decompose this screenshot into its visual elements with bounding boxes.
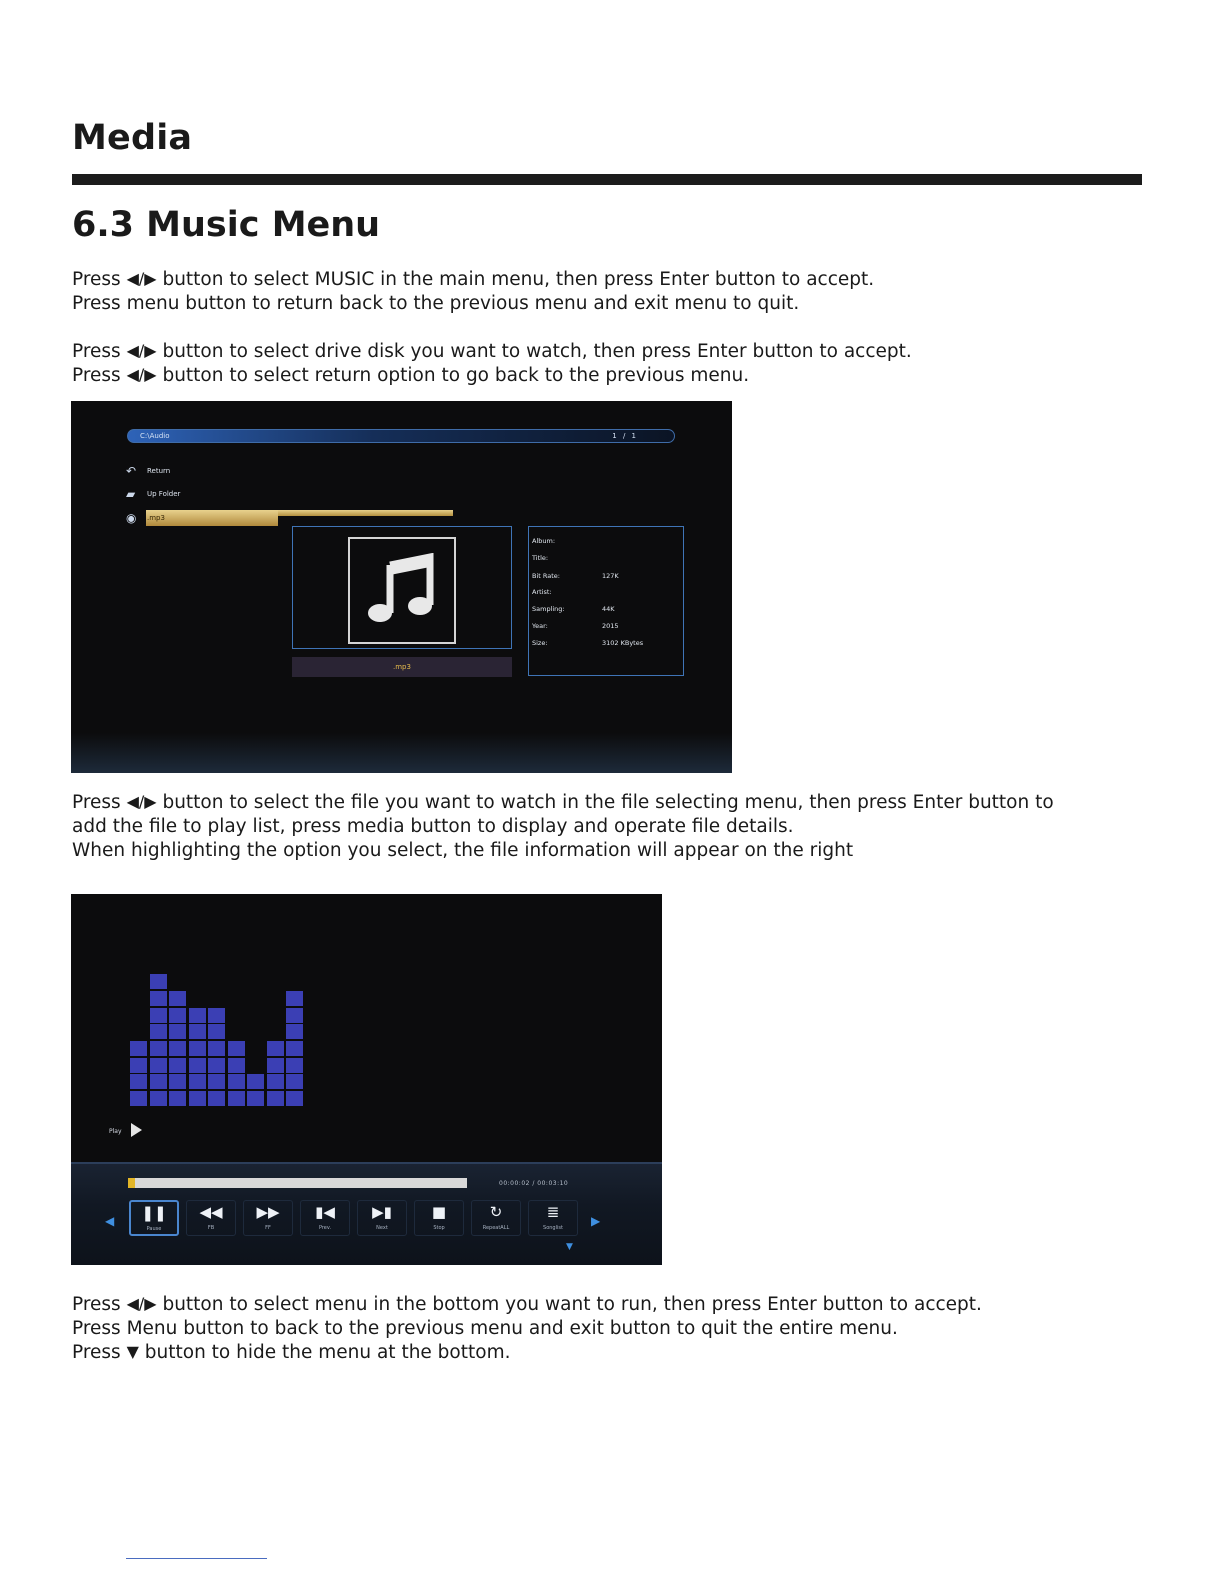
equalizer-bar-cell	[189, 1008, 206, 1023]
text-run: button to select the file you want to watch in the file selecting menu, then press Enter button to	[156, 792, 1054, 813]
songlist-icon: ≣	[546, 1203, 560, 1221]
equalizer-bar-cell	[267, 1091, 284, 1106]
equalizer-bar-cell	[267, 1074, 284, 1089]
equalizer-bar-cell	[150, 1024, 167, 1039]
album-art-frame	[348, 537, 456, 644]
instruction-line: Press Menu button to back to the previous menu and exit button to quit the entire menu.	[72, 1318, 898, 1339]
control-label: Next	[376, 1225, 388, 1231]
info-row-size	[532, 639, 682, 649]
instruction-paragraph-2	[72, 340, 1152, 388]
equalizer-bar-cell	[150, 1074, 167, 1089]
info-key: Sampling:	[532, 605, 565, 613]
text-run: Press	[72, 1294, 127, 1315]
equalizer-bar-cell	[286, 1091, 303, 1106]
next-icon: ▶▮	[372, 1203, 392, 1221]
repeat-icon: ↻	[489, 1203, 503, 1221]
instruction-line	[72, 791, 1152, 815]
preview-caption: .mp3	[292, 657, 512, 677]
equalizer-bar-cell	[130, 1058, 147, 1073]
info-key: Album:	[532, 537, 556, 545]
equalizer-bar-cell	[150, 974, 167, 989]
next-button[interactable]	[357, 1200, 407, 1236]
info-key: Artist:	[532, 588, 552, 596]
equalizer-bar-cell	[286, 1074, 303, 1089]
instruction-line: add the file to play list, press media button to display and operate file details.	[72, 816, 794, 837]
pause-icon: ❚❚	[141, 1204, 167, 1222]
instruction-paragraph-1	[72, 268, 1152, 316]
hide-menu-arrow-icon[interactable]: ▼	[566, 1242, 573, 1252]
folder-icon: ▰	[126, 487, 136, 501]
info-value: 3102 KBytes	[602, 639, 644, 647]
info-key: Bit Rate:	[532, 572, 560, 580]
text-run: button to select MUSIC in the main menu, then press Enter button to accept.	[156, 269, 875, 290]
equalizer-bar-cell	[286, 991, 303, 1006]
repeat-button[interactable]	[471, 1200, 521, 1236]
stop-button[interactable]	[414, 1200, 464, 1236]
equalizer-bar-cell	[208, 1091, 225, 1106]
equalizer-bar-cell	[208, 1024, 225, 1039]
left-right-arrow-icon: ◀/▶	[126, 269, 157, 288]
control-label: Stop	[433, 1225, 445, 1231]
list-item-label: Up Folder	[147, 490, 181, 498]
text-run: button to select menu in the bottom you want to run, then press Enter button to accept.	[156, 1294, 982, 1315]
equalizer-bar-cell	[189, 1024, 206, 1039]
equalizer-bar-cell	[208, 1074, 225, 1089]
equalizer-bar-cell	[286, 1041, 303, 1056]
list-item-label: .mp3	[147, 514, 165, 522]
list-item-label: Return	[147, 467, 171, 475]
text-run: button to hide the menu at the bottom.	[138, 1342, 511, 1363]
control-label: RepeatALL	[482, 1225, 510, 1231]
equalizer-bar-cell	[208, 1058, 225, 1073]
equalizer-bar-cell	[150, 1041, 167, 1056]
info-value: 44K	[602, 605, 615, 613]
down-arrow-icon: ▼	[126, 1342, 139, 1361]
list-item-up-folder[interactable]	[126, 486, 426, 504]
instruction-paragraph-4	[72, 1293, 1152, 1365]
scroll-right-arrow-icon[interactable]: ▶	[591, 1214, 601, 1228]
equalizer-bar-cell	[150, 991, 167, 1006]
equalizer-bar-cell	[169, 991, 186, 1006]
text-run: Press	[72, 269, 127, 290]
music-note-icon	[364, 553, 440, 629]
instruction-line	[72, 1341, 1152, 1365]
stop-icon: ■	[431, 1203, 447, 1221]
equalizer-bar-cell	[169, 1074, 186, 1089]
equalizer-bar-cell	[169, 1041, 186, 1056]
instruction-line	[72, 364, 1152, 388]
control-label: Songlist	[543, 1225, 563, 1231]
equalizer-bar-cell	[267, 1058, 284, 1073]
path-bar	[127, 429, 675, 443]
fast-forward-button[interactable]	[243, 1200, 293, 1236]
previous-icon: ▮◀	[315, 1203, 335, 1221]
equalizer-bar-cell	[150, 1008, 167, 1023]
equalizer-bar-cell	[208, 1008, 225, 1023]
progress-fill	[128, 1178, 135, 1188]
fast-forward-icon: ▶▶	[256, 1203, 280, 1221]
info-value: 2015	[602, 622, 619, 630]
bottom-glow	[71, 733, 732, 773]
equalizer-bar-cell	[228, 1058, 245, 1073]
equalizer-bar-cell	[169, 1008, 186, 1023]
equalizer-bar-cell	[130, 1091, 147, 1106]
footer-rule	[126, 1558, 267, 1559]
equalizer-bar-cell	[189, 1091, 206, 1106]
current-path: C:\Audio	[140, 432, 170, 440]
text-run: button to select drive disk you want to watch, then press Enter button to accept.	[156, 341, 912, 362]
music-file-icon: ◉	[126, 511, 137, 525]
info-key: Year:	[532, 622, 548, 630]
info-row-artist	[532, 588, 682, 598]
subsection-title: 6.3 Music Menu	[72, 205, 381, 245]
pause-button[interactable]	[129, 1200, 179, 1236]
selection-highlight	[146, 510, 278, 526]
equalizer-bar-cell	[286, 1058, 303, 1073]
info-value: 127K	[602, 572, 619, 580]
equalizer-bar-cell	[150, 1091, 167, 1106]
info-key: Size:	[532, 639, 548, 647]
instruction-line	[72, 340, 1152, 364]
progress-bar[interactable]	[128, 1178, 467, 1188]
equalizer-bar-cell	[267, 1041, 284, 1056]
preview-panel	[292, 526, 512, 649]
left-right-arrow-icon: ◀/▶	[126, 341, 157, 360]
control-label: Pause	[146, 1226, 162, 1232]
list-item-return[interactable]	[126, 463, 426, 481]
instruction-line	[72, 268, 1152, 292]
control-label: Prev.	[318, 1225, 332, 1231]
text-run: Press	[72, 792, 127, 813]
section-title: Media	[72, 118, 193, 158]
info-row-sampling	[532, 605, 682, 615]
info-row-year	[532, 622, 682, 632]
equalizer-bar-cell	[286, 1024, 303, 1039]
equalizer-bar-cell	[247, 1074, 264, 1089]
equalizer-bar-cell	[228, 1041, 245, 1056]
play-icon	[131, 1123, 142, 1137]
info-row-album	[532, 537, 682, 547]
music-player-screenshot	[71, 894, 662, 1265]
equalizer-bar-cell	[228, 1091, 245, 1106]
equalizer-bar-cell	[169, 1091, 186, 1106]
control-panel	[71, 1162, 662, 1265]
text-run: Press	[72, 341, 127, 362]
text-run: Press	[72, 1342, 127, 1363]
control-label: FF	[265, 1225, 271, 1231]
equalizer-bar-cell	[247, 1091, 264, 1106]
time-display: 00:00:02 / 00:03:10	[499, 1180, 569, 1187]
equalizer-bar-cell	[189, 1058, 206, 1073]
left-right-arrow-icon: ◀/▶	[126, 365, 157, 384]
instruction-line	[72, 1293, 1152, 1317]
equalizer-bar-cell	[130, 1041, 147, 1056]
play-status-label: Play	[109, 1128, 122, 1135]
info-row-title	[532, 554, 682, 564]
songlist-button[interactable]	[528, 1200, 578, 1236]
info-row-bitrate	[532, 572, 682, 582]
control-label: FB	[207, 1225, 215, 1231]
music-browser-screenshot	[71, 401, 732, 773]
equalizer-bar-cell	[286, 1008, 303, 1023]
section-divider	[72, 174, 1142, 185]
instruction-line: Press menu button to return back to the previous menu and exit menu to quit.	[72, 293, 800, 314]
info-key: Title:	[532, 554, 549, 562]
previous-button[interactable]	[300, 1200, 350, 1236]
equalizer-bar-cell	[189, 1074, 206, 1089]
instruction-paragraph-3	[72, 791, 1152, 863]
left-right-arrow-icon: ◀/▶	[126, 792, 157, 811]
equalizer-bar-cell	[169, 1024, 186, 1039]
left-right-arrow-icon: ◀/▶	[126, 1294, 157, 1313]
file-info-panel	[528, 526, 684, 676]
selection-highlight-tail	[278, 510, 453, 516]
return-icon: ↶	[126, 464, 137, 478]
equalizer-bar-cell	[130, 1074, 147, 1089]
equalizer-bar-cell	[169, 1058, 186, 1073]
text-run: button to select return option to go back to the previous menu.	[156, 365, 750, 386]
equalizer-bar-cell	[189, 1041, 206, 1056]
fast-backward-button[interactable]	[186, 1200, 236, 1236]
equalizer-bar-cell	[228, 1074, 245, 1089]
fast-backward-icon: ◀◀	[199, 1203, 223, 1221]
instruction-line: When highlighting the option you select, the file information will appear on the right	[72, 840, 854, 861]
equalizer-bar-cell	[208, 1041, 225, 1056]
page-indicator: 1 / 1	[612, 432, 638, 440]
text-run: Press	[72, 365, 127, 386]
equalizer-bar-cell	[150, 1058, 167, 1073]
scroll-left-arrow-icon[interactable]: ◀	[105, 1214, 115, 1228]
